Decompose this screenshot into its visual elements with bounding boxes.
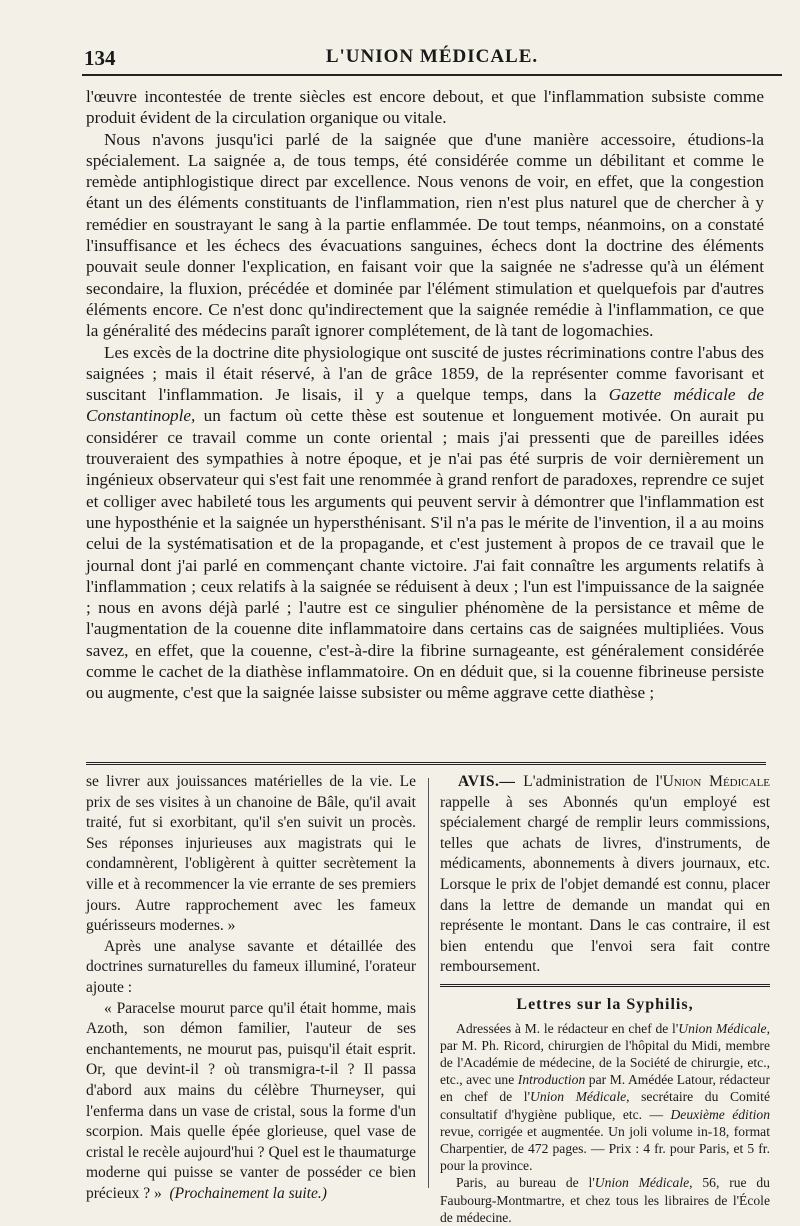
column-divider bbox=[428, 778, 429, 1188]
advert-introduction: Introduction bbox=[517, 1072, 586, 1088]
advert-text-b: , par M. Ph. Ricord, chirurgien de l'hôpital du Midi, membre de l'Académie de médecine, de la Société de chirurgie, etc., etc., avec une bbox=[440, 1020, 770, 1088]
advert-address-b: , 56, rue du Faubourg-Montmartre, et chez tous les libraires de l'École de médecine. bbox=[440, 1175, 770, 1225]
advert-text-a: Adressées à M. le rédacteur en chef de l' bbox=[456, 1020, 679, 1036]
notice-divider bbox=[440, 984, 770, 987]
main-article-text bbox=[86, 86, 764, 704]
advert-text-e: revue, corrigée et augmentée. Un joli volume in-18, format Charpentier, de 472 pages. — Prix : 4 fr. pour Paris, et 5 fr. pour la province. bbox=[440, 1123, 770, 1174]
advert-title: Lettres sur la Syphilis, bbox=[516, 995, 694, 1013]
paragraph-text-b: un factum où cette thèse est soutenue et longuement motivée. On aurait pu considérer ce travail comme un conte oriental ; mais j'ai pressenti que de pareilles idées trouveraient des sympathies à notre époque, et je n'ai pas été surpris de voir dernièrement un ingénieux observateur qui s'est fait une renommée à grand renfort de paradoxes, reprendre ce sujet et colliger avec habileté tous les arguments qui peuvent servir à démontrer que l'inflammation est une hyposthénie et la saignée un hypersthénisant. S'il n'a pas le mérite de l'invention, il a au moins celui de la systématisation et de la propagande, et c'est justement à propos de ce travail que le journal dont j'ai parlé en commençant chante victoire. J'ai fait connaître les arguments relatifs à l'inflammation ; ceux relatifs à la saignée se réduisent à deux ; l'un est l'impuissance de la saignée ; nous en avons déjà parlé ; l'autre est ce singulier phénomène de la persistance et même de l'augmentation de la couenne dite inflammatoire dans certains cas de saignées multipliées. Vous savez, en effet, que la couenne, c'est-à-dire la fibrine surnageante, est généralement considérée comme le cachet de la diathèse inflammatoire. On en déduit que, si la couenne fibrineuse persiste ou augmente, c'est que la saignée laisse subsister ou même aggrave cette diathèse ; bbox=[86, 406, 764, 703]
paragraph-text-a: Les excès de la doctrine dite physiologique ont suscité de justes récriminations contre l'abus des saignées ; mais il était réservé, à l'an de grâce 1859, de la représenter comme favorisant et suscitant l'inflammation. Je lisais, il y a quelque temps, dans la bbox=[86, 342, 764, 405]
advert-text bbox=[440, 1020, 770, 1226]
running-head: L'UNION MÉDICALE. bbox=[325, 46, 539, 67]
paragraph-saignee: Nous n'avons jusqu'ici parlé de la saignée que d'une manière accessoire, étudions-la spécialement. La saignée a, de tous temps, été considérée comme un débilitant et comme le remède antiphlogistique direct par excellence. Nous venons de voir, en effet, que la congestion étant un des éléments constituants de l'inflammation, rien n'est plus naturel que de chercher à y remédier en soustrayant le sang à la partie enflammée. De tout temps, néanmoins, on a constaté l'insuffisance et les échecs des évacuations sanguines, échecs dont la doctrine des éléments pouvait seule donner l'explication, en faisant voir que la saignée ne s'adresse qu'à un élément secondaire, la fluxion, précédée et dominée par l'élément stimulation et quelquefois par d'autres éléments encore. Ce n'est donc qu'indirectement que la saignée remédie à l'inflammation, ce que la généralité des médecins paraît ignorer complétement, de là tant de logomachies. bbox=[86, 129, 764, 341]
continued-note: (Prochainement la suite.) bbox=[169, 1184, 327, 1202]
feuilleton-paragraph-2: Après une analyse savante et détaillée des doctrines surnaturelles du fameux illuminé, l'orateur ajoute : bbox=[86, 937, 416, 996]
page-number: 134 bbox=[84, 46, 116, 70]
advert-address-a: Paris, au bureau de l' bbox=[456, 1175, 595, 1191]
header-rule bbox=[82, 74, 782, 76]
advert-paragraph-2 bbox=[440, 1174, 770, 1226]
notices-column bbox=[440, 772, 770, 1226]
feuilleton-column bbox=[86, 772, 416, 1204]
avis-text-b: rappelle à ses Abonnés qu'un employé est spécialement chargé de remplir leurs commissions, telles que achats de livres, d'instruments, de médicaments, abonnements à divers journaux, etc. Lorsque le prix de l'objet demandé est connu, placer dans la lettre de demande un mandat qui en représente le montant. Dans le cas contraire, il est bien entendu que l'envoi sera fait contre remboursement. bbox=[440, 793, 770, 976]
avis-label: AVIS.— bbox=[458, 773, 516, 790]
advert-text-c: par M. Amédée Latour, rédacteur en chef de l' bbox=[440, 1072, 770, 1105]
advert-journal-3: Union Médicale bbox=[594, 1175, 690, 1191]
advert-text-d: , secrétaire du Comité consultatif d'hygiène publique, etc. — bbox=[440, 1089, 770, 1122]
section-divider bbox=[86, 762, 766, 765]
avis-text-a: L'administration de l' bbox=[515, 773, 663, 790]
feuilleton-quote bbox=[86, 999, 416, 1205]
page-header bbox=[82, 40, 782, 76]
feuilleton-paragraph-1: se livrer aux jouissances matérielles de la vie. Le prix de ses visites à un chanoine de Bâle, qu'il avait traité, fut si exorbitant, qu'il s'en suivit un procès. Ses réponses injurieuses aux magistrats qui le condamnèrent, l'obligèrent à quitter secrètement la ville et à recommencer la vie errante de ses premiers jours. Autre rapprochement avec les fameux guérisseurs modernes. » bbox=[86, 773, 416, 935]
advert-journal-1: Union Médicale bbox=[678, 1020, 767, 1036]
paragraph-continuation: l'œuvre incontestée de trente siècles est encore debout, et que l'inflammation subsiste comme produit évident de la circulation organique ou vitale. bbox=[86, 87, 764, 128]
advert-journal-2: Union Médicale bbox=[530, 1089, 627, 1105]
avis-journal: Union Médicale bbox=[662, 773, 771, 790]
paragraph-exces-doctrine bbox=[86, 342, 764, 704]
journal-title: Gazette médicale de Constantinople, bbox=[86, 385, 764, 426]
avis-notice bbox=[440, 772, 770, 978]
advert-paragraph-1 bbox=[440, 1020, 770, 1175]
advert-edition: Deuxième édition bbox=[670, 1106, 770, 1122]
quote-text: « Paracelse mourut parce qu'il était homme, mais Azoth, son démon familier, l'auteur de ses enchantements, ne mourut pas, puisqu'il était esprit. Or, que devint-il ? où transmigra-t-il ? Il passa d'abord aux mains du célèbre Thurneyser, qui l'enferma dans un vase de cristal, sous la forme d'un scorpion. Mais quelle épée glorieuse, quel vase de cristal le recèle aujourd'hui ? Quel est le thaumaturge moderne qui puisse se vanter de posséder ce bien précieux ? » bbox=[86, 999, 416, 1202]
